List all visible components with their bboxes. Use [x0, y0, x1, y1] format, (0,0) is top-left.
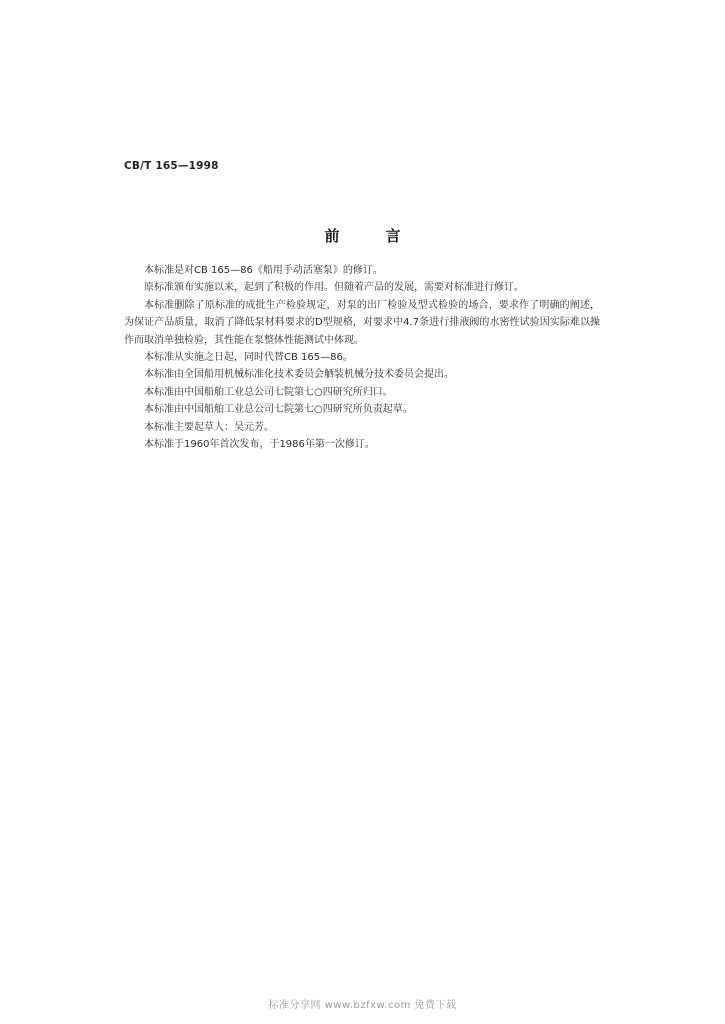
paragraph-replacement: 本标准从实施之日起，同时代替CB 165—86。	[144, 352, 353, 364]
foreword-body	[124, 262, 600, 453]
paragraph-changes: 本标准删除了原标准的成批生产检验规定，对泵的出厂检验及型式检验的场合，要求作了明确的阐述，为保证产品质量，取消了降低泵材料要求的D型规格，对要求中4.7条进行排液阀的水密性试验因实际难以操作而取消单独检验，其性能在泵整体性能测试中体现。	[124, 299, 600, 346]
paragraph-revision: 本标准是对CB 165—86《船用手动活塞泵》的修订。	[144, 265, 383, 276]
site-watermark: 标准分享网 www.bzfxw.com 免费下载	[268, 1000, 457, 1011]
foreword-title-char-1: 前	[324, 227, 340, 245]
paragraph-centralizer: 本标准由中国船舶工业总公司七院第七○四研究所归口。	[144, 386, 393, 398]
foreword-title	[0, 225, 725, 246]
paragraph-proposer: 本标准由全国船用机械标准化技术委员会舾装机械分技术委员会提出。	[144, 369, 454, 381]
paragraph-drafter-org: 本标准由中国船舶工业总公司七院第七○四研究所负责起草。	[144, 404, 413, 416]
paragraph-main-drafter: 本标准主要起草人：吴元芳。	[144, 421, 274, 433]
foreword-title-char-2: 言	[385, 227, 401, 245]
paragraph-history: 本标准于1960年首次发布，于1986年第一次修订。	[144, 439, 375, 451]
paragraph-background: 原标准颁布实施以来，起到了积极的作用。但随着产品的发展，需要对标准进行修订。	[144, 282, 524, 294]
standard-code: CB/T 165—1998	[124, 160, 219, 172]
